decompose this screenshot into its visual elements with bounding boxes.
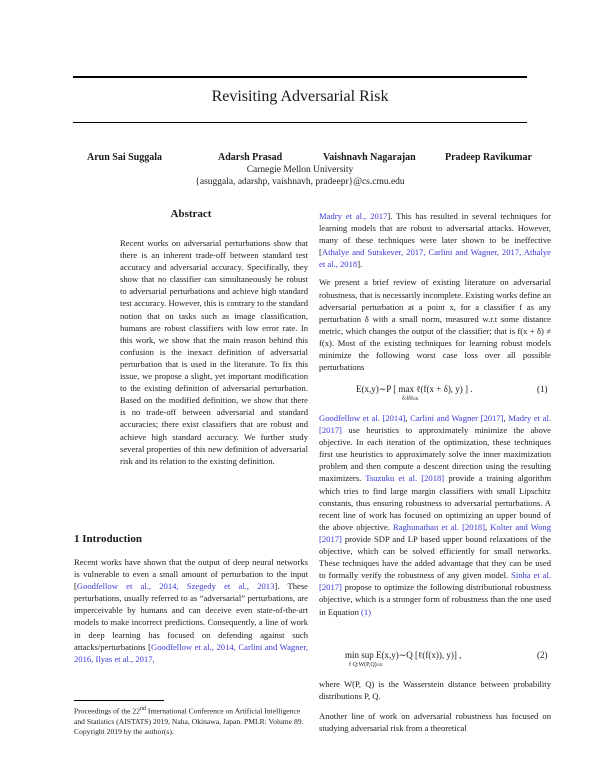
abstract-text: Recent works on adversarial perturbations show that there is an inherent trade-off between standard test accuracy and adversarial accuracy. Specifically, they show that no classifier can simultaneously be robust to adversarial perturbations and achieve high standard test accuracy. However, this is contrary to the standard notion that on tasks such as image classification, humans are robust classifiers with low error rate. In this work, we show that the main reason behind this confusion is the inexact definition of adversarial perturbation that is used in the literature. To fix this issue, we propose a slight, yet important modification to the existing definition of adversarial perturbation. Based on the modified definition, we show that there is no trade-off between adversarial and standard accuracies; there exist classifiers that are robust and achieve high standard accuracy. We further study several properties of this new definition of adversarial risk and its relation to the existing definition. — [120, 238, 308, 466]
separator: , — [405, 413, 411, 423]
intro-text: ]. These perturbations, usually referred to as “adversarial” perturbations, are imperceivable by humans and can deceive even state-of-the-art models to make incorrect predictions. Consequently, a line of work in deep learning has focused on defending against such attacks/perturbations [ — [74, 581, 308, 652]
paper-title: Revisiting Adversarial Risk — [211, 88, 389, 105]
footnote-superscript: nd — [140, 706, 147, 712]
author-name: Vaishnavh Nagarajan — [323, 152, 416, 163]
intro-text: Recent works have shown that the output of deep neural networks is vulnerable to even a small amount of perturbation to the input [ — [74, 557, 308, 592]
continued-paragraph — [319, 210, 551, 270]
equation-1: E(x,y)∼P [ max ℓ(f(x + δ), y) ] . — [356, 384, 473, 394]
citation-link[interactable]: Goodfellow et al. [2014] — [319, 413, 406, 423]
citation-link[interactable]: (1) — [361, 606, 372, 617]
equation-number: (2) — [537, 650, 548, 660]
abstract-heading: Abstract — [170, 208, 212, 220]
citation-link[interactable]: Athalye and Sutskever, 2017, Carlini and Wagner, 2017, Athalye et al., 2018 — [319, 247, 551, 270]
separator: , — [503, 413, 509, 423]
citation-link[interactable]: Madry et al., 2017 — [319, 211, 388, 221]
body-text: use heuristics to approximately minimize the above objective. In each iteration of the optimization, these techniques first use heuristics to approximately solve the inner maximization problem and then compute a descent direction using the resulting maximizers. — [319, 425, 551, 484]
citation-link[interactable]: Carlini and Wagner [2017] — [410, 413, 504, 423]
citation-link[interactable]: Sinha et al. [2017] — [319, 570, 551, 593]
section-heading-introduction: 1 Introduction — [74, 533, 142, 545]
proceedings-footnote — [74, 704, 308, 737]
title-bottom-rule — [73, 122, 527, 123]
equation-number: (1) — [537, 384, 548, 394]
separator: , — [485, 521, 491, 532]
wasserstein-paragraph: where W(P, Q) is the Wasserstein distance between probability distributions P, Q. — [319, 679, 551, 702]
author-name: Pradeep Ravikumar — [445, 152, 532, 163]
author-name: Arun Sai Suggala — [87, 152, 163, 163]
body-text: provide SDP and LP based upper bound relaxations of the objective, which can be solved efficiently for small networks. These techniques have the added advantage that they can be used to formally verify the robustness of any given model. — [319, 533, 551, 581]
equation-1-subscript: δ:‖δ‖≤ε — [402, 396, 419, 402]
right-column-top — [319, 210, 551, 379]
theory-paragraph: Another line of work on adversarial robustness has focused on studying adversarial risk from a theoretical — [319, 711, 551, 734]
body-text: ]. This has resulted in several techniques for learning models that are robust to adversarial attacks. However, many of these techniques were later shown to be ineffective [ — [319, 211, 551, 258]
author-emails: {asuggala, adarshp, vaishnavh, pradeepr}@cs.cmu.edu — [195, 177, 405, 187]
body-text: provide a training algorithm which tries to find large margin classifiers with small Lipschitz constants, thus ensuring robustness to adversarial perturbations. A recent line of work has focused on optimizing an upper bound of the above objective. — [319, 473, 551, 532]
title-top-rule — [73, 76, 527, 78]
citation-link[interactable]: Goodfellow et al., 2014, Szegedy et al., 2013 — [76, 581, 275, 592]
body-text: ]. — [357, 259, 363, 270]
methods-paragraph — [319, 412, 551, 618]
introduction-paragraph — [74, 556, 308, 665]
citation-link[interactable]: Kolter and Wong [2017] — [319, 521, 552, 544]
body-text: propose to optimize the following distributional robustness objective, which is a stronger form of robustness than the one used in Equation — [319, 582, 551, 617]
author-name: Adarsh Prasad — [218, 152, 283, 163]
citation-link[interactable]: Goodfellow et al., 2014, Carlini and Wagner, 2016, Ilyas et al., 2017, — [74, 641, 308, 664]
equation-2-subscript: f Q:W(P,Q)≤ε — [349, 662, 383, 668]
citation-link[interactable]: Tsuzuku et al. [2018] — [365, 473, 445, 484]
affiliation: Carnegie Mellon University — [246, 165, 354, 175]
citation-link[interactable]: Raghunathan et al. [2018] — [392, 521, 486, 532]
footnote-text: Proceedings of the 22 — [74, 706, 141, 716]
equation-2: min sup E(x,y)∼Q [ℓ(f(x)), y)] , — [345, 650, 462, 660]
footnote-text: International Conference on Artificial Intelligence and Statistics (AISTATS) 2019, Naha, Okinawa, Japan. PMLR: Volume 89. Copyright 2019 by the author(s). — [74, 706, 304, 736]
footnote-rule — [74, 700, 164, 701]
citation-link[interactable]: Madry et al. [2017] — [319, 413, 551, 436]
review-paragraph: We present a brief review of existing literature on adversarial robustness, that is necessarily incomplete. Existing works define an adversarial perturbation at a point x, for a classifier f as any perturbation δ with a small norm, measured w.r.t some distance metric, which changes the output of the classifier; that is f(x + δ) ≠ f(x). Most of the existing techniques for learning robust models minimize the following worst case loss over all possible perturbations — [319, 277, 551, 373]
